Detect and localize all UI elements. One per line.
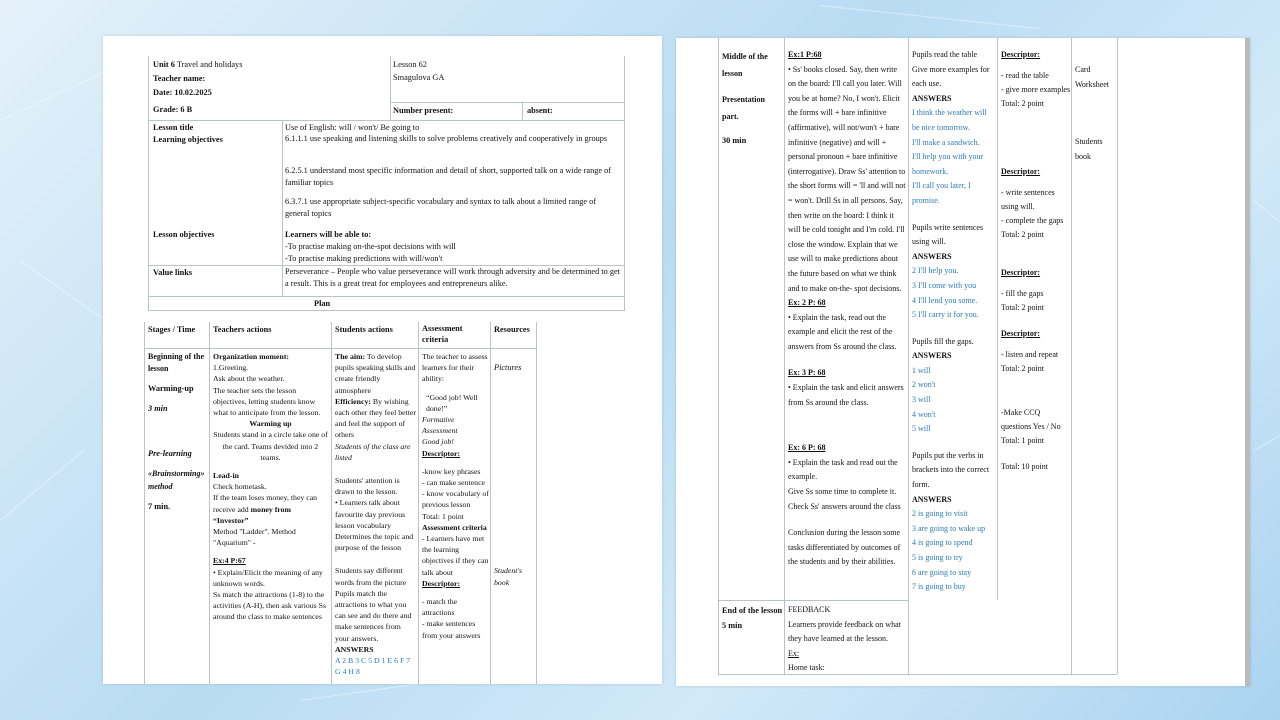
table-border <box>148 310 624 311</box>
table-border <box>718 674 1117 675</box>
learning-objective-3: 6.3.7.1 use appropriate subject-specific vocabulary and syntax to talk about a limited range of general topics <box>285 197 597 218</box>
table-border <box>908 38 909 674</box>
table-border <box>624 56 625 311</box>
plan-heading: Plan <box>314 299 331 308</box>
stage-time-3: 3 min <box>148 404 168 413</box>
absent-label: absent: <box>527 106 553 115</box>
table-border <box>536 322 537 684</box>
value-links-label: Value links <box>153 268 193 277</box>
table-border <box>282 120 283 296</box>
table-border <box>490 322 491 684</box>
unit-title: Unit 6 Travel and holidays <box>153 60 243 69</box>
table-border <box>418 322 419 684</box>
lesson-objective-2: -To practise making predictions with will/won't <box>285 254 443 263</box>
teacher-name-value: Smagulova GA <box>393 73 445 82</box>
table-border <box>390 102 624 103</box>
learning-objective-1: 6.1.1.1 use speaking and listening skills to solve problems creatively and cooperatively in groups <box>285 134 608 143</box>
stage-beginning: Beginning of the lesson <box>148 352 205 373</box>
students-actions-page1: The aim: To develop pupils speaking skills and create friendly atmosphere Efficiency: By wishing each other they feel better and feel the support of others Students of the class are listed Students' attention is drawn to the lesson. • Learners talk about favourite day previous lesson vocabulary Determines the topic and purpose of the lesson Students say different words from the picture Pupils match the attractions to what you can see and do there and make sentences from your answers. ANSWERS A 2 B 3 C 5 D 1 E 6 F 7 G 4 H 8 <box>335 352 416 677</box>
stage-end: End of the lesson <box>722 606 783 615</box>
stage-pre-learning: Pre-learning <box>148 449 192 458</box>
table-border <box>1071 38 1072 674</box>
lesson-objectives-label: Lesson objectives <box>153 230 215 239</box>
feedback-block: FEEDBACK Learners provide feedback on what they have learned at the lesson. Ex: Home task: <box>788 605 901 673</box>
background-line <box>0 449 85 520</box>
teacher-actions-page2: Ex:1 P:68 • Ss' books closed. Say, then write on the board: I'll call you later. Will you be at home? No, I won't. Elicit the forms will + bare infinitive (affirmative), will not/won't + bare infinitive (negative) and will + personal pronoun + bare infinitive (interrogative). Draw Ss' attention to the short forms will = 'll and will not = won't. Drill Ss in all persons. Say, then write on the board: I think it will be cold tonight and I'm cold. I'll close the window. Explain that we use will to make predictions about the future based on what we think and to make on-the- spot decisions. Ex: 2 P: 68 • Explain the task, read out the example and elicit the rest of the answers from Ss around the class. Ex: 3 P: 68 • Explain the task and elicit answers from Ss around the class. Ex: 6 P: 68 • Explain the task and read out the example. Give Ss some time to complete it. Check Ss' answers around the class Conclusion during the lesson some tasks differentiated by outcomes of the students and by their abilities. <box>788 50 906 567</box>
column-header-assessment: Assessment criteria <box>422 324 463 344</box>
table-border <box>144 322 145 684</box>
learning-objective-2: 6.2.5.1 understand most specific information and detail of short, supported talk on a wide range of familiar topics <box>285 166 612 187</box>
students-actions-page2: Pupils read the table Give more examples for each use. ANSWERS I think the weather will be nice tomorrow. I'll make a sandwich. I'll help you with your homework. I'll call you later, I promise. Pupils write sentences using will. ANSWERS 2 I'll help you. 3 I'll come with you 4 I'll lend you some. 5 I'll carry it for you. Pupils fill the gaps. ANSWERS 1 will 2 won't 3 will 4 won't 5 will Pupils put the verbs in brackets into the correct form. ANSWERS 2 is going to visit 3 are going to wake up 4 is going to spend 5 is going to try 6 are going to stay 7 is going to buy <box>912 50 990 592</box>
grade-label: Grade: 6 B <box>153 105 193 114</box>
table-border <box>1117 38 1118 674</box>
column-header-resources: Resources <box>494 325 530 334</box>
stage-time-30: 30 min <box>722 136 747 145</box>
resource-students-book: Student's book <box>494 566 523 587</box>
column-header-teacher: Teachers actions <box>213 325 272 334</box>
background-line <box>1253 200 1280 226</box>
stage-presentation: Presentation part. <box>722 95 765 121</box>
background-line <box>820 5 1039 29</box>
learning-objectives-label: Learning objectives <box>153 135 223 144</box>
resource-students-book-2: Students book <box>1075 137 1103 161</box>
table-border <box>331 322 332 684</box>
stage-warming-up: Warming-up <box>148 384 194 393</box>
stage-time-5: 5 min <box>722 621 743 630</box>
lesson-number: Lesson 62 <box>393 60 427 69</box>
lesson-objective-1: -To practise making on-the-spot decisions with will <box>285 242 456 251</box>
lesson-plan-page-1 <box>103 36 662 684</box>
table-border <box>148 120 624 121</box>
column-header-students: Students actions <box>335 325 393 334</box>
table-border <box>522 102 523 120</box>
table-border <box>209 322 210 684</box>
table-border <box>148 296 624 297</box>
background-line <box>1254 430 1280 451</box>
teacher-actions-page1: Organization moment: 1.Greeting. Ask about the weather. The teacher sets the lesson objectives, letting students know what to anticipate from the lesson. Warming up Students stand in a circle take one of the card. Teams devided into 2 teams. Lead-in Check hometask. If the team loses money, they can receive add money from “Investor” Method "Ladder". Method "Aquarium" - Ex:4 P:67 • Explain/Elicit the meaning of any unknown words. Ss match the attractions (1-8) to the activities (A-H), then ask various Ss around the class to make sentences <box>213 352 328 622</box>
resource-card-worksheet: Card Worksheet <box>1075 65 1110 89</box>
assessment-page1: The teacher to assess learners for their ability: “Good job! Well done!” Formative Assessment Good job! Descriptor: -know key phrases - can make sentence - know vocabulary of previous lesson Total: 1 point Assessment criteria - Learners have met the learning objectives if they can talk about Descriptor: - match the attractions - make sentences from your answers <box>422 352 489 640</box>
value-links-text: Perseverance – People who value perseverance will work through adversity and be determined to get a result. This is a great treat for employees and entrepreneurs alike. <box>285 267 620 288</box>
table-border <box>148 56 149 311</box>
table-border <box>718 600 908 601</box>
lesson-title-value: Use of English: will / won't/ Be going to <box>285 123 420 132</box>
table-border <box>144 348 536 349</box>
table-border <box>997 38 998 600</box>
background-line <box>19 260 101 318</box>
stage-time-7: 7 min. <box>148 502 171 511</box>
date-label: Date: 10.02.2025 <box>153 88 212 97</box>
stage-brainstorming: «Brainstorming» method <box>148 469 205 491</box>
resource-pictures: Pictures <box>494 363 522 372</box>
column-header-stages: Stages / Time <box>148 325 196 334</box>
number-present-label: Number present: <box>393 106 454 115</box>
table-border <box>718 38 719 674</box>
table-border <box>784 38 785 674</box>
lesson-title-label: Lesson title <box>153 123 194 132</box>
table-border <box>390 56 391 120</box>
lesson-plan-page-2 <box>676 38 1250 686</box>
teacher-name-label: Teacher name: <box>153 74 206 83</box>
assessment-page2: Descriptor: - read the table - give more examples Total: 2 point Descriptor: - write sentences using will. - complete the gaps Total: 2 point Descriptor: - fill the gaps Total: 2 point Descriptor: - listen and repeat Total: 2 point -Make CCQ questions Yes / No Total: 1 point Total: 10 point <box>1001 50 1071 471</box>
stage-middle: Middle of the lesson <box>722 52 768 78</box>
lesson-objectives-head: Learners will be able to: <box>285 230 372 239</box>
